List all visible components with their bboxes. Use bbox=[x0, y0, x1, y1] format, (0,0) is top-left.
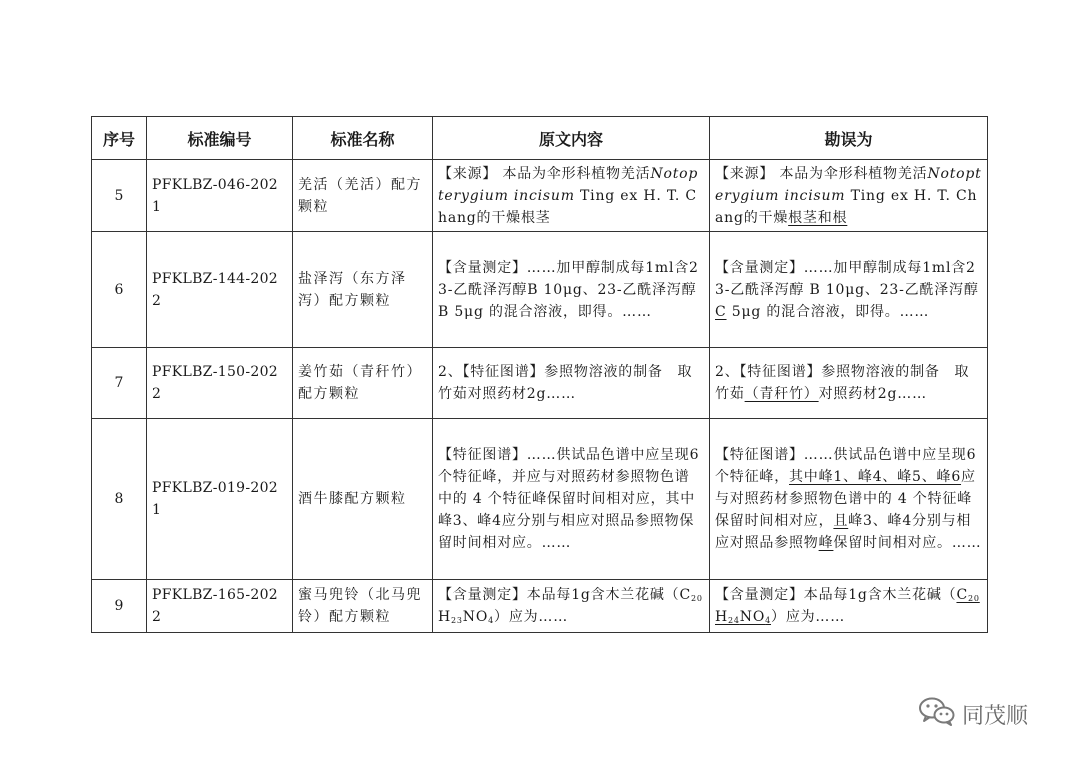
corrected-highlight: C bbox=[715, 303, 727, 320]
row-code: PFKLBZ-150-2022 bbox=[147, 348, 293, 419]
corrected-highlight: 其中峰1、峰4、峰5、峰6 bbox=[789, 469, 962, 485]
row-original: 【来源】 本品为伞形科植物羌活Notopterygium incisum Ting ex H. T. Chang的干燥根茎 bbox=[433, 160, 710, 232]
table-row bbox=[92, 160, 988, 232]
row-original: 【特征图谱】……供试品色谱中应呈现6个特征峰，并应与对照药材参照物色谱中的 4 个特征峰保留时间相对应，其中峰3、峰4应分别与相应对照品参照物保留时间相对应。…… bbox=[433, 419, 710, 580]
row-name: 酒牛膝配方颗粒 bbox=[293, 419, 433, 580]
row-name: 盐泽泻（东方泽泻）配方颗粒 bbox=[293, 232, 433, 348]
row-original: 【含量测定】……加甲醇制成每1ml含23-乙酰泽泻醇B 10μg、23-乙酰泽泻醇 B 5μg 的混合溶液，即得。…… bbox=[433, 232, 710, 348]
errata-table bbox=[91, 116, 988, 633]
row-name: 蜜马兜铃（北马兜铃）配方颗粒 bbox=[293, 580, 433, 633]
header-name: 标准名称 bbox=[293, 117, 433, 160]
row-no: 6 bbox=[92, 232, 147, 348]
row-name: 姜竹茹（青秆竹）配方颗粒 bbox=[293, 348, 433, 419]
row-code: PFKLBZ-046-2021 bbox=[147, 160, 293, 232]
row-code: PFKLBZ-165-2022 bbox=[147, 580, 293, 633]
table-row bbox=[92, 348, 988, 419]
corrected-highlight: 且 bbox=[833, 513, 849, 529]
row-original: 【含量测定】本品每1g含木兰花碱$(C_{20}H_{23}NO_4)$应为…… bbox=[433, 580, 710, 633]
corrected-highlight: 峰 bbox=[818, 535, 834, 551]
row-no: 9 bbox=[92, 580, 147, 633]
row-original: 2、【特征图谱】参照物溶液的制备 取竹茹对照药材2g…… bbox=[433, 348, 710, 419]
watermark bbox=[918, 697, 1028, 731]
header-corrected: 勘误为 bbox=[710, 117, 988, 160]
row-corrected: 2、【特征图谱】参照物溶液的制备 取竹茹（青秆竹）对照药材2g…… bbox=[710, 348, 988, 419]
row-corrected: 【特征图谱】……供试品色谱中应呈现6个特征峰，其中峰1、峰4、峰5、峰6应与对照药材参照物色谱中的 4 个特征峰保留时间相对应，且峰3、峰4分别与相应对照品参照物峰保留时间相对应。…… bbox=[710, 419, 988, 580]
row-name: 羌活（羌活）配方颗粒 bbox=[293, 160, 433, 232]
row-corrected: 【含量测定】本品每1g含木兰花碱$(C_{20}H_{24}NO_4)$应为…… bbox=[710, 580, 988, 633]
header-original: 原文内容 bbox=[433, 117, 710, 160]
header-code: 标准编号 bbox=[147, 117, 293, 160]
row-no: 7 bbox=[92, 348, 147, 419]
row-code: PFKLBZ-144-2022 bbox=[147, 232, 293, 348]
row-no: 5 bbox=[92, 160, 147, 232]
table-row bbox=[92, 232, 988, 348]
table-row bbox=[92, 580, 988, 633]
row-no: 8 bbox=[92, 419, 147, 580]
table-row bbox=[92, 419, 988, 580]
watermark-text: 同茂顺 bbox=[962, 703, 1029, 729]
corrected-highlight: 根茎和根 bbox=[788, 209, 848, 226]
corrected-highlight: $C_{20}H_{24}NO_4$ bbox=[715, 587, 980, 625]
row-corrected: 【含量测定】……加甲醇制成每1ml含23-乙酰泽泻醇 B 10μg、23-乙酰泽泻醇 C 5μg 的混合溶液，即得。…… bbox=[710, 232, 988, 348]
header-row bbox=[92, 117, 988, 160]
corrected-highlight: （青秆竹） bbox=[744, 386, 819, 402]
row-corrected: 【来源】 本品为伞形科植物羌活Notopterygium incisum Ting ex H. T. Chang的干燥根茎和根 bbox=[710, 160, 988, 232]
wechat-icon bbox=[918, 696, 956, 732]
header-no: 序号 bbox=[92, 117, 147, 160]
row-code: PFKLBZ-019-2021 bbox=[147, 419, 293, 580]
